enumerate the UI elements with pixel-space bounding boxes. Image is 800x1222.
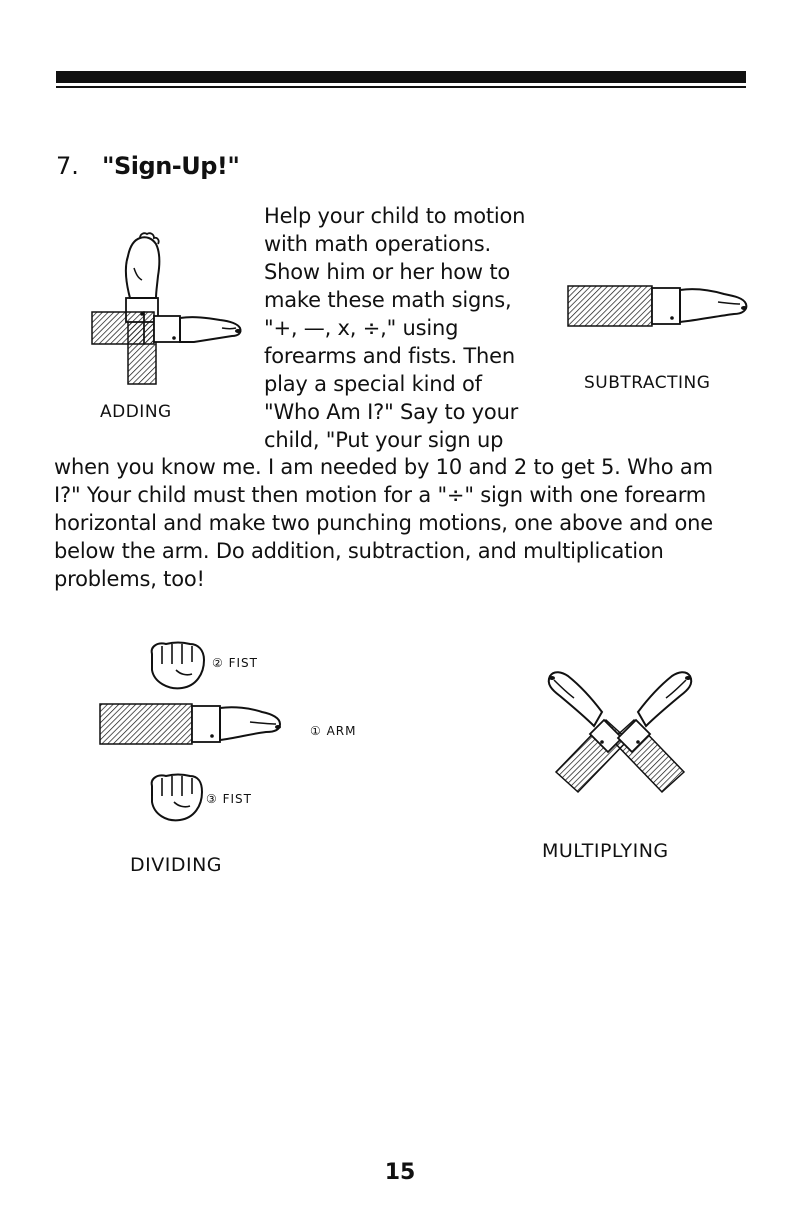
caption-subtracting: SUBTRACTING <box>584 373 711 393</box>
multiplying-illustration <box>542 656 702 796</box>
activity-number: 7. <box>56 152 79 180</box>
label-fist-top: ② FIST <box>212 656 258 670</box>
body-line: Help your child to motion <box>264 204 526 228</box>
body-line: I?" Your child must then motion for a "÷" sign with one forearm <box>54 483 707 507</box>
label-fist-bottom: ③ FIST <box>206 792 252 806</box>
caption-dividing: DIVIDING <box>130 854 223 876</box>
dividing-arm <box>100 700 290 756</box>
body-line: problems, too! <box>54 567 205 591</box>
dividing-fist-bottom <box>146 774 206 822</box>
body-line: play a special kind of <box>264 372 482 396</box>
body-text-wrapped <box>264 202 564 454</box>
label-arm: ① ARM <box>310 724 357 738</box>
caption-adding: ADDING <box>100 402 172 422</box>
body-text-full <box>54 453 754 593</box>
activity-heading <box>56 152 239 180</box>
body-line: with math operations. <box>264 232 492 256</box>
body-line: child, "Put your sign up <box>264 428 504 452</box>
header-rule-thin <box>56 86 746 88</box>
body-line: "+, —, x, ÷," using <box>264 316 459 340</box>
body-line: forearms and fists. Then <box>264 344 515 368</box>
body-line: make these math signs, <box>264 288 512 312</box>
body-line: "Who Am I?" Say to your <box>264 400 519 424</box>
dividing-fist-top <box>146 640 210 690</box>
body-line: when you know me. I am needed by 10 and 2 to get 5. Who am <box>54 455 713 479</box>
body-line: Show him or her how to <box>264 260 511 284</box>
caption-multiplying: MULTIPLYING <box>542 840 669 862</box>
header-rule-thick <box>56 71 746 83</box>
body-line: horizontal and make two punching motions, one above and one <box>54 511 713 535</box>
page-number: 15 <box>384 1160 416 1185</box>
subtracting-illustration <box>568 280 758 340</box>
adding-illustration <box>90 228 250 388</box>
activity-title: "Sign-Up!" <box>102 152 240 180</box>
body-line: below the arm. Do addition, subtraction, and multiplication <box>54 539 664 563</box>
